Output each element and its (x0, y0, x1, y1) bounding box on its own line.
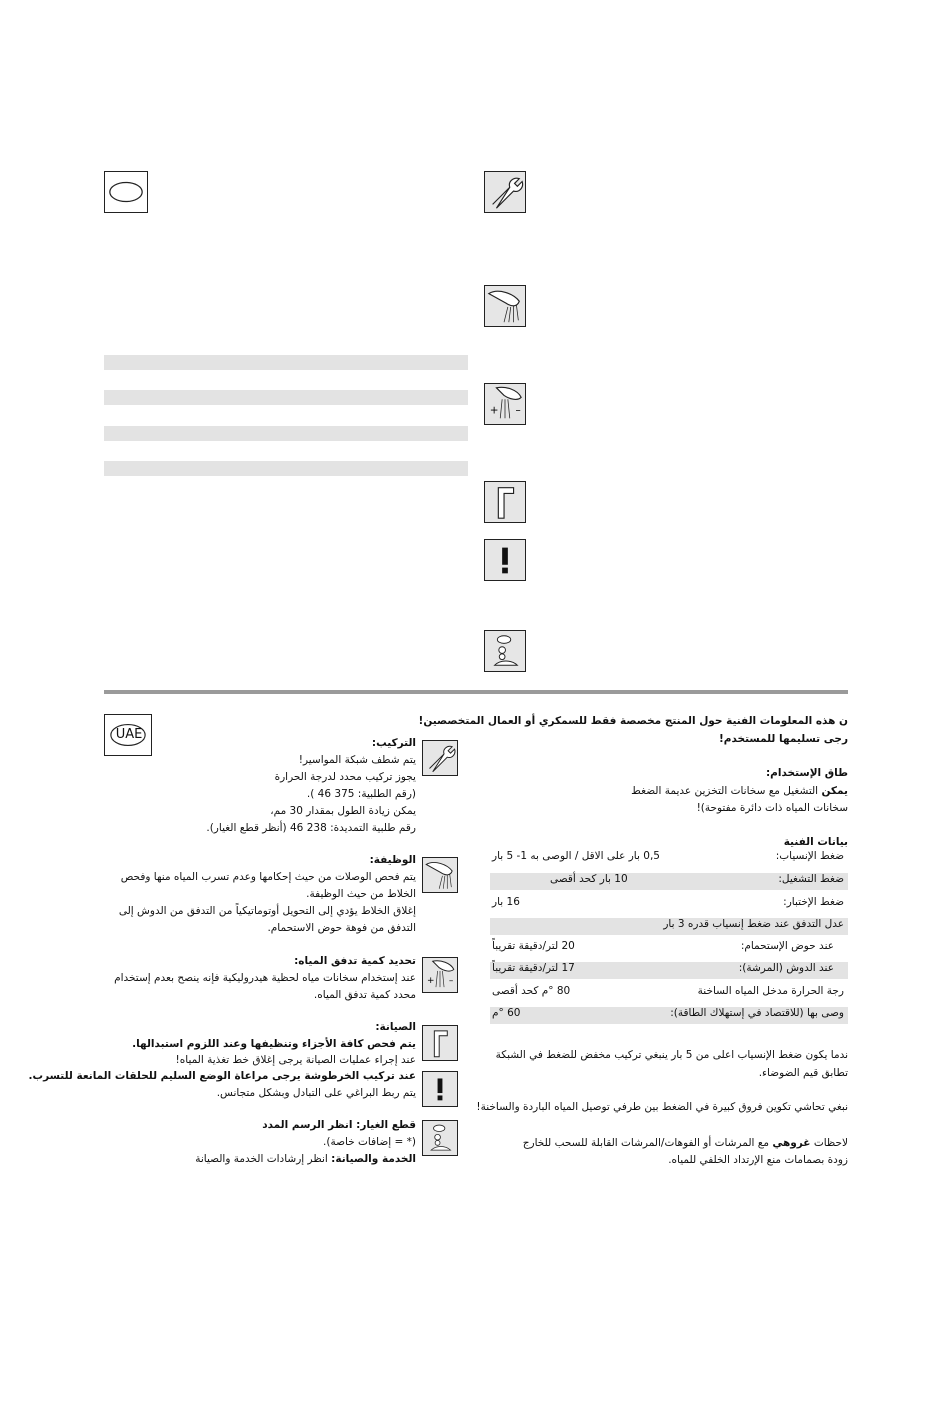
note-grohe-b: مع المرشات أو الفوهات/المرشات القابلة للسحب للخارج (522, 1137, 773, 1149)
tech-label: رجة الحرارة مدخل المياه الساخنة (697, 985, 844, 997)
tech-row (490, 850, 848, 867)
install-line: يمكن زيادة الطول بمقدار 30 مم، (270, 805, 416, 817)
wrench-icon (484, 171, 526, 213)
svg-text:–: – (515, 404, 521, 417)
function-line: التدفق من فوهة حوض الاستحمام. (267, 922, 416, 934)
svg-text:+: + (489, 404, 499, 417)
hex-key-icon (484, 481, 526, 523)
intro-line-1: ن هذه المعلومات الفنية حول المنتج مخصصة فقط للسمكري أو العمال المتخصصين! (418, 715, 848, 727)
blank-shaded-row (104, 426, 468, 441)
tech-label: عند الدوش (المرشة): (738, 962, 834, 974)
uae-badge (104, 714, 152, 756)
flow-line: محدد كمية تدفق المياه. (313, 989, 416, 1001)
note-grohe-line-1 (523, 1135, 848, 1152)
function-title: الوظيفة: (369, 854, 416, 866)
tech-label: ضغط الإختبار: (783, 896, 844, 908)
svg-text:–: – (448, 976, 454, 987)
flow-limit-icon (422, 957, 458, 993)
shower-head-icon (484, 285, 526, 327)
tech-label: عند حوض الإستحمام: (740, 940, 834, 952)
usage-line-1 (631, 783, 848, 800)
blank-shaded-row (104, 355, 468, 370)
tech-value: 16 بار (492, 896, 520, 908)
blank-shaded-row (104, 461, 468, 476)
note-grohe-brand: غروهي (772, 1137, 811, 1149)
svg-text:+: + (427, 976, 435, 987)
usage-bold: يمكن (821, 785, 848, 797)
uae-badge-label: UAE (115, 727, 143, 742)
tech-value: 17 لتر/دقيقة تقريباً (492, 962, 575, 974)
spare-parts-icon (484, 630, 526, 672)
tech-row (490, 1007, 848, 1024)
tech-label: ضغط التشغيل: (778, 873, 844, 885)
tech-row (490, 962, 848, 979)
maintenance-line-2: عند إجراء عمليات الصيانة يرجى إغلاق خط تغذية المياه! (175, 1054, 416, 1066)
flow-title: تحديد كمية تدفق المياه: (294, 955, 416, 967)
tech-label: ضغط الإنسياب: (775, 850, 844, 862)
country-oval-badge (104, 171, 148, 213)
install-line: رقم طلبية التمديدة: 238 46 (أنظر قطع الغيار). (206, 822, 416, 834)
tech-value: 10 بار كحد أقصى (550, 873, 628, 885)
tech-title: بيانات الفنية (783, 836, 848, 848)
tech-value: 60 °م (492, 1007, 521, 1019)
warning-icon (484, 539, 526, 581)
spare-parts-icon (422, 1120, 458, 1156)
tech-row (490, 896, 848, 913)
function-line: إغلاق الخلاط يؤدي إلى التحويل أوتوماتيكياً من التدفق من الدوش إلى (118, 905, 416, 917)
maintenance-line-1: يتم فحص كافة الأجزاء وتنظيفها وعند اللزوم استبدالها. (132, 1038, 416, 1050)
intro-line-2: رجى تسليمها للمستخدم! (718, 733, 848, 745)
shower-head-icon (422, 857, 458, 893)
note-pressure-line-2: تطابق قيم الضوضاء. (758, 1067, 848, 1079)
note-pressure-line-1: ندما يكون ضغط الإنسياب اعلى من 5 بار ينبغي تركيب مخفض للضغط في الشبكة (495, 1049, 848, 1061)
function-line: الخلاط من حيث الوظيفة. (306, 888, 416, 900)
tech-row (490, 940, 848, 957)
spares-line-2: (* = إضافات خاصة). (323, 1136, 416, 1148)
tech-row (490, 873, 848, 890)
tech-value: 0,5 بار على الاقل / الوصى به 1- 5 بار (492, 850, 660, 862)
flow-limit-icon (484, 383, 526, 425)
usage-title: طاق الإستخدام: (765, 767, 848, 779)
note-grohe-a: لاحظات (810, 1137, 848, 1149)
install-title: التركيب: (371, 737, 416, 749)
spares-title: قطع الغيار: انظر الرسم المدد (262, 1119, 416, 1131)
tech-label: عدل التدفق عند ضغط إنسياب قدره 3 بار (663, 918, 844, 930)
cartridge-line-1: عند تركيب الخرطوشة يرجى مراعاة الوضع السليم للحلقات المانعة للتسرب. (28, 1070, 416, 1082)
install-line: (رقم الطلبية: 375 46 ). (306, 788, 416, 800)
function-line: يتم فحص الوصلات من حيث إحكامها وعدم تسرب المياه منها وفحص (120, 871, 416, 883)
service-rest: انظر إرشادات الخدمة والصيانة (195, 1153, 332, 1165)
install-line: يجوز تركيب محدد لدرجة الحرارة (274, 771, 416, 783)
tech-value: 20 لتر/دقيقة تقريباً (492, 940, 575, 952)
maintenance-title: الصيانة: (375, 1021, 416, 1033)
blank-shaded-row (104, 390, 468, 405)
tech-row (490, 918, 848, 935)
tech-label: وصى بها (للاقتصاد في إستهلاك الطاقة): (670, 1007, 844, 1019)
section-divider (104, 690, 848, 694)
hex-key-icon (422, 1025, 458, 1061)
usage-line-2: سخانات المياه ذات دائرة مفتوحة)! (696, 802, 848, 814)
warning-icon (422, 1071, 458, 1107)
wrench-icon (422, 740, 458, 776)
install-line: يتم شطف شبكة المواسير! (298, 754, 416, 766)
tech-value: 80 °م كحد أقصى (492, 985, 571, 997)
cartridge-line-2: يتم ربط البراغي على التبادل وبشكل متجانس. (216, 1087, 416, 1099)
service-bold: الخدمة والصيانة: (331, 1153, 416, 1165)
note-pressure-difference: نبغي تحاشي تكوين فروق كبيرة في الضغط بين طرفي توصيل المياه الباردة والساخنة! (476, 1101, 848, 1113)
tech-row (490, 985, 848, 1002)
service-line (195, 1151, 416, 1168)
note-grohe-line-2: زودة بصمامات منع الإرتداد الخلفي للمياه. (668, 1154, 848, 1166)
usage-rest: التشغيل مع سخانات التخزين عديمة الضغط (631, 785, 822, 797)
flow-line: عند إستخدام سخانات مياه لحظية هيدروليكية فإنه ينصح بعدم إستخدام (114, 972, 416, 984)
